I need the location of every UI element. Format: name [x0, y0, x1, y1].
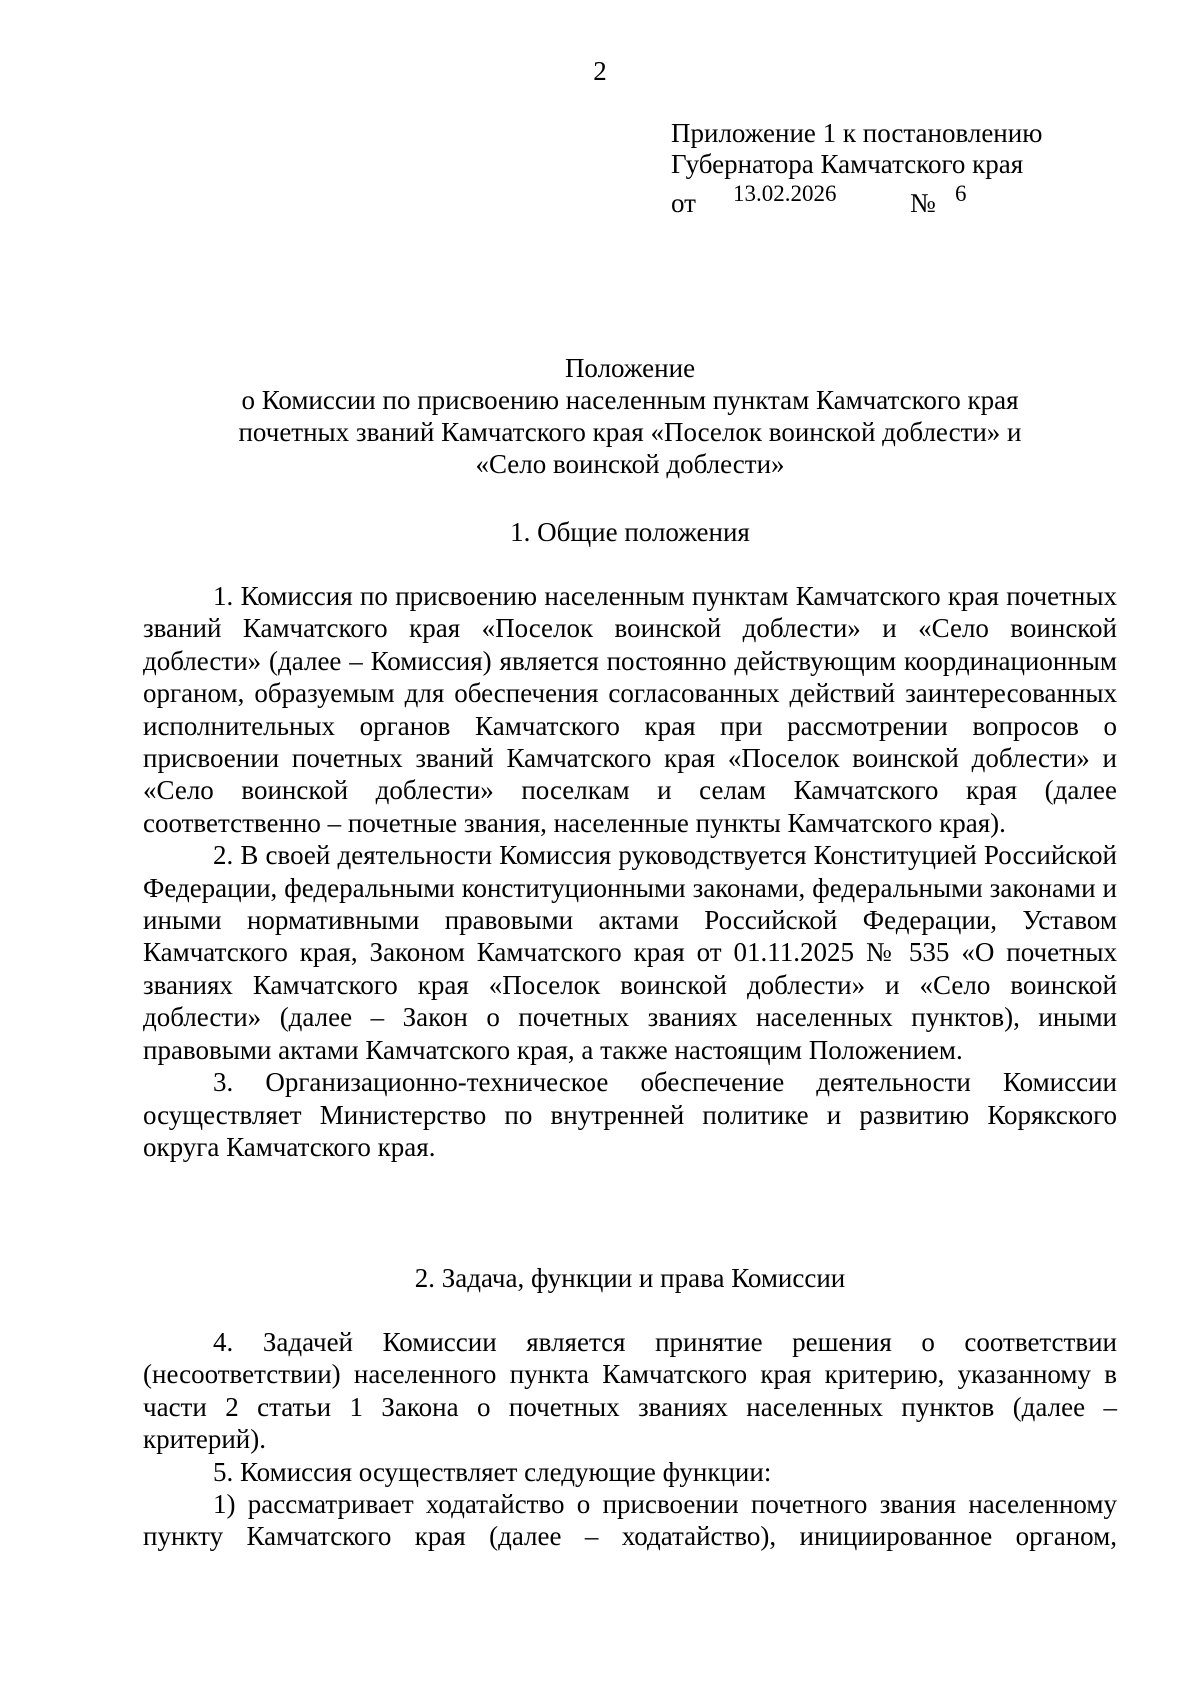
- appendix-line-2: Губернатора Камчатского края: [671, 149, 1024, 179]
- paragraph-3: 3. Организационно-техническое обеспечение деятельности Комиссии осуществляет Министерство по внутренней политике и развитию Корякского округа Камчатского края.: [143, 1067, 1117, 1162]
- page-number: 2: [593, 56, 607, 86]
- appendix-date-number: [671, 181, 1001, 218]
- title-line-3: почетных званий Камчатского края «Поселок воинской доблести» и: [238, 417, 1022, 447]
- from-label: от: [671, 188, 696, 218]
- section-2-body: [143, 1326, 1117, 1553]
- title-line-4: «Село воинской доблести»: [475, 449, 785, 479]
- title-line-1: Положение: [564, 353, 696, 383]
- section-1-heading: 1. Общие положения: [510, 517, 750, 547]
- section-1-body: [143, 580, 1117, 1163]
- document-title: [140, 352, 1120, 480]
- paragraph-1: 1. Комиссия по присвоению населенным пунктам Камчатского края почетных званий Камчатского края «Поселок воинской доблести» и «Село воинской доблести» (далее – Комиссия) является постоянно действующим координационным органом, образуемым для обеспечения согласованных действий заинтересованных исполнительных органов Камчатского края при рассмотрении вопросов о присвоении почетных званий Камчатского края «Поселок воинской доблести» и «Село воинской доблести» поселкам и селам Камчатского края (далее соответственно – почетные звания, населенные пункты Камчатского края).: [143, 581, 1117, 838]
- section-2-heading: 2. Задача, функции и права Комиссии: [414, 1263, 846, 1293]
- paragraph-4: 4. Задачей Комиссии является принятие решения о соответствии (несоответствии) населенного пункта Камчатского края критерию, указанному в части 2 статьи 1 Закона о почетных званиях населенных пунктов (далее – критерий).: [143, 1327, 1117, 1455]
- appendix-line-1: Приложение 1 к постановлению: [671, 118, 1043, 148]
- document-number: 6: [955, 181, 967, 206]
- paragraph-2: 2. В своей деятельности Комиссия руководствуется Конституцией Российской Федерации, федеральными конституционными законами, федеральными законами и иными нормативными правовыми актами Российской Федерации, Уставом Камчатского края, Законом Камчатского края от 01.11.2025 № 535 «О почетных званиях Камчатского края «Поселок воинской доблести» и «Село воинской доблести» (далее – Закон о почетных званиях населенных пунктов), иными правовыми актами Камчатского края, а также настоящим Положением.: [143, 840, 1117, 1065]
- document-date: 13.02.2026: [733, 181, 837, 206]
- paragraph-5-item-1: 1) рассматривает ходатайство о присвоении почетного звания населенному пункту Камчатского края (далее – ходатайство), инициированное органом,: [143, 1489, 1117, 1552]
- number-label: №: [910, 188, 936, 218]
- title-line-2: о Комиссии по присвоению населенным пунктам Камчатского края: [241, 385, 1019, 415]
- paragraph-5: 5. Комиссия осуществляет следующие функции:: [213, 1456, 772, 1487]
- appendix-header: [671, 118, 1042, 180]
